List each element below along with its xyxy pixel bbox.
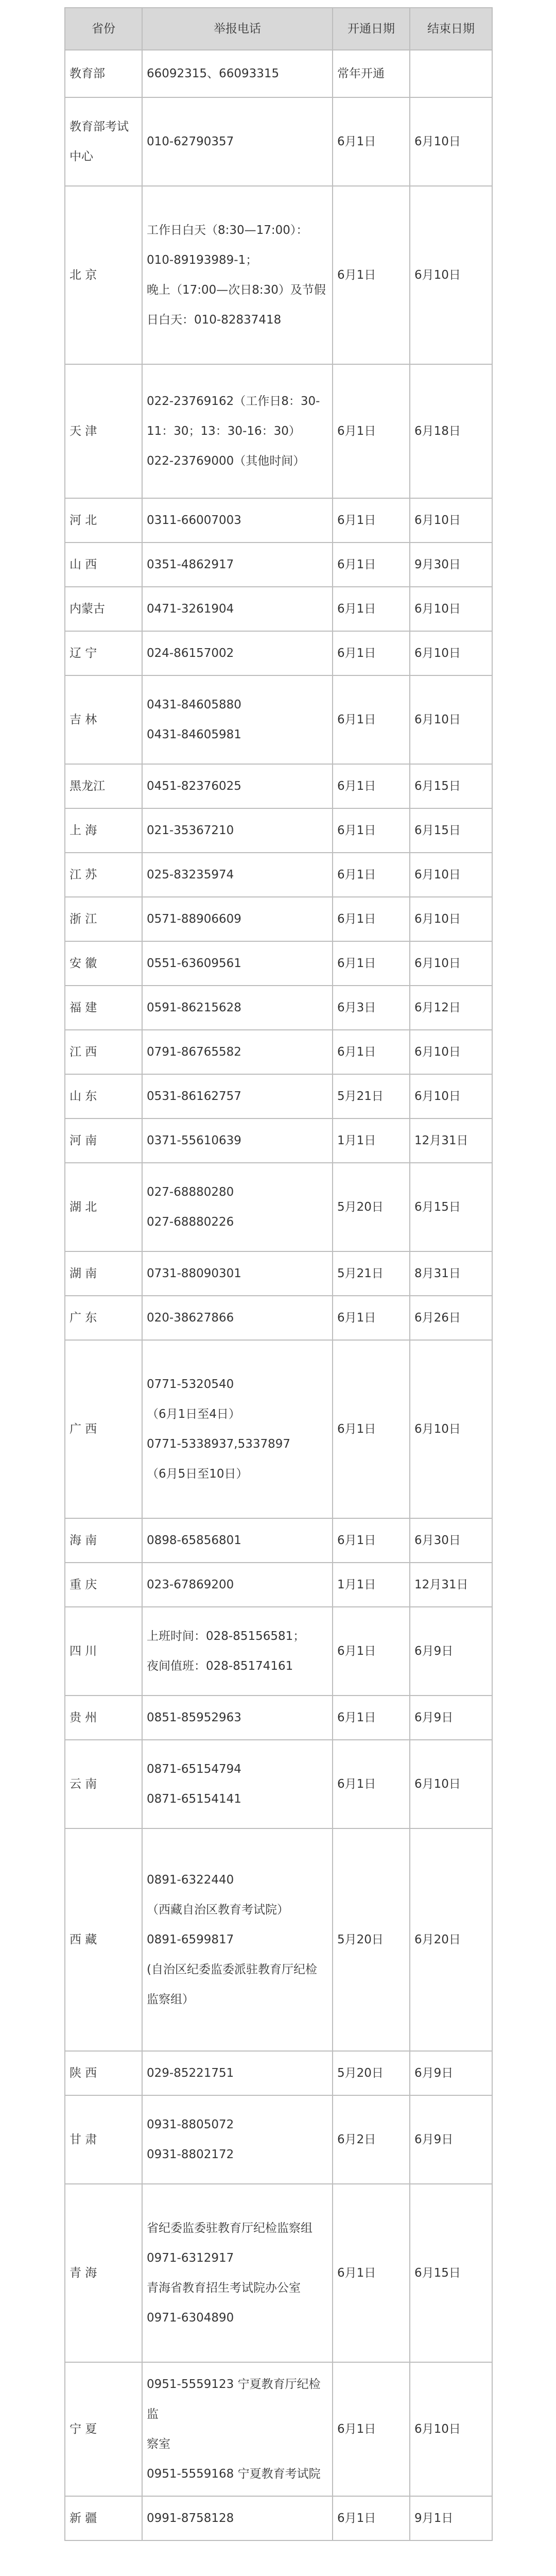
province-cell: 安 徽 — [65, 941, 142, 986]
end-date-cell: 6月9日 — [410, 2095, 492, 2184]
phone-cell — [142, 97, 333, 186]
end-date-cell: 6月18日 — [410, 364, 492, 498]
phone-line: 11：30；13：30-16：30） — [147, 425, 301, 438]
end-date-cell: 6月10日 — [410, 97, 492, 186]
table-row — [65, 587, 492, 631]
province-cell: 河 南 — [65, 1118, 142, 1163]
phone-cell — [142, 941, 333, 986]
province-cell: 江 苏 — [65, 853, 142, 897]
phone-line: 0951-5559168 宁夏教育考试院 — [147, 2467, 321, 2481]
phone-cell — [142, 853, 333, 897]
table-row — [65, 364, 492, 498]
end-date-cell: 6月15日 — [410, 808, 492, 853]
table-row — [65, 1340, 492, 1518]
end-date-cell: 6月15日 — [410, 2184, 492, 2362]
phone-cell — [142, 1118, 333, 1163]
start-date-cell: 6月1日 — [333, 2496, 410, 2540]
end-date-cell: 6月10日 — [410, 853, 492, 897]
start-date-cell: 6月1日 — [333, 764, 410, 808]
phone-line: 日白天：010-82837418 — [147, 313, 282, 327]
province-cell: 湖 北 — [65, 1163, 142, 1251]
phone-cell — [142, 1296, 333, 1340]
table-row — [65, 1163, 492, 1251]
header-province: 省份 — [65, 8, 142, 50]
phone-cell — [142, 764, 333, 808]
table-row — [65, 2095, 492, 2184]
end-date-cell: 8月31日 — [410, 1251, 492, 1296]
table-row — [65, 675, 492, 764]
province-cell: 宁 夏 — [65, 2362, 142, 2496]
phone-cell — [142, 897, 333, 941]
start-date-cell: 6月1日 — [333, 498, 410, 543]
phone-line: 0591-86215628 — [147, 1001, 241, 1014]
phone-cell — [142, 364, 333, 498]
phone-line: 023-67869200 — [147, 1578, 234, 1591]
table-row — [65, 1518, 492, 1563]
phone-cell — [142, 1030, 333, 1074]
start-date-cell: 6月1日 — [333, 1740, 410, 1828]
table-row — [65, 1118, 492, 1163]
phone-line: 工作日白天（8:30—17:00）： — [147, 224, 308, 237]
end-date-cell: 9月1日 — [410, 2496, 492, 2540]
table-row — [65, 1296, 492, 1340]
phone-cell — [142, 543, 333, 587]
phone-cell — [142, 631, 333, 675]
phone-cell — [142, 2095, 333, 2184]
phone-line: 晚上（17:00—次日8:30）及节假 — [147, 283, 326, 297]
province-cell: 山 西 — [65, 543, 142, 587]
start-date-cell: 6月1日 — [333, 808, 410, 853]
phone-line: 0571-88906609 — [147, 912, 241, 926]
phone-cell — [142, 1828, 333, 2051]
phone-line: 0771-5338937,5337897 — [147, 1437, 291, 1451]
province-cell: 浙 江 — [65, 897, 142, 941]
phone-cell — [142, 1696, 333, 1740]
start-date-cell: 6月1日 — [333, 631, 410, 675]
hotline-table — [64, 7, 493, 2541]
phone-cell — [142, 1607, 333, 1696]
province-cell: 广 东 — [65, 1296, 142, 1340]
table-row — [65, 897, 492, 941]
phone-cell — [142, 2051, 333, 2095]
start-date-cell: 6月1日 — [333, 2362, 410, 2496]
end-date-cell: 6月10日 — [410, 1740, 492, 1828]
phone-line: 010-89193989-1； — [147, 253, 258, 267]
table-row — [65, 50, 492, 97]
phone-line: 0871-65154794 — [147, 1762, 241, 1776]
phone-cell — [142, 587, 333, 631]
table-row — [65, 2496, 492, 2540]
province-cell: 陕 西 — [65, 2051, 142, 2095]
phone-line: 察室 — [147, 2437, 170, 2451]
table-row — [65, 986, 492, 1030]
end-date-cell: 6月9日 — [410, 2051, 492, 2095]
start-date-cell: 6月1日 — [333, 941, 410, 986]
end-date-cell — [410, 50, 492, 97]
start-date-cell: 5月21日 — [333, 1074, 410, 1118]
start-date-cell: 5月21日 — [333, 1251, 410, 1296]
phone-cell — [142, 1074, 333, 1118]
province-cell: 上 海 — [65, 808, 142, 853]
phone-line: 监察组） — [147, 1993, 194, 2006]
start-date-cell: 6月1日 — [333, 2184, 410, 2362]
start-date-cell: 6月1日 — [333, 1296, 410, 1340]
end-date-cell: 6月10日 — [410, 186, 492, 364]
phone-cell — [142, 986, 333, 1030]
table-row — [65, 1030, 492, 1074]
phone-line: 0971-6304890 — [147, 2311, 234, 2325]
end-date-cell: 6月10日 — [410, 1074, 492, 1118]
phone-cell — [142, 2496, 333, 2540]
phone-line: 0431-84605981 — [147, 728, 241, 741]
start-date-cell: 1月1日 — [333, 1563, 410, 1607]
end-date-cell: 6月12日 — [410, 986, 492, 1030]
table-row — [65, 1563, 492, 1607]
start-date-cell: 6月3日 — [333, 986, 410, 1030]
phone-line: 0791-86765582 — [147, 1045, 241, 1059]
phone-line: 0931-8805072 — [147, 2118, 234, 2131]
start-date-cell: 6月1日 — [333, 364, 410, 498]
phone-line: （西藏自治区教育考试院） — [147, 1903, 289, 1917]
table-row — [65, 631, 492, 675]
start-date-cell: 1月1日 — [333, 1118, 410, 1163]
table-row — [65, 1251, 492, 1296]
phone-line: 0311-66007003 — [147, 514, 241, 527]
start-date-cell: 6月1日 — [333, 675, 410, 764]
province-cell: 黑龙江 — [65, 764, 142, 808]
table-row — [65, 853, 492, 897]
phone-line: 021-35367210 — [147, 824, 234, 837]
start-date-cell: 6月1日 — [333, 1607, 410, 1696]
phone-cell — [142, 1740, 333, 1828]
phone-line: 024-86157002 — [147, 647, 234, 660]
header-phone: 举报电话 — [142, 8, 333, 50]
phone-line: 0531-86162757 — [147, 1090, 241, 1103]
start-date-cell: 5月20日 — [333, 2051, 410, 2095]
phone-line: 027-68880280 — [147, 1185, 234, 1199]
phone-line: 上班时间：028-85156581； — [147, 1630, 305, 1643]
table-row — [65, 186, 492, 364]
start-date-cell: 6月1日 — [333, 543, 410, 587]
end-date-cell: 12月31日 — [410, 1563, 492, 1607]
phone-cell — [142, 498, 333, 543]
phone-cell — [142, 808, 333, 853]
table-row — [65, 941, 492, 986]
phone-line: 027-68880226 — [147, 1215, 234, 1229]
table-header-row — [65, 8, 492, 50]
table-row — [65, 97, 492, 186]
phone-line: （6月5日至10日） — [147, 1467, 248, 1481]
province-cell: 湖 南 — [65, 1251, 142, 1296]
header-start-date: 开通日期 — [333, 8, 410, 50]
phone-cell — [142, 1251, 333, 1296]
province-cell: 四 川 — [65, 1607, 142, 1696]
start-date-cell: 6月1日 — [333, 587, 410, 631]
start-date-cell: 6月1日 — [333, 897, 410, 941]
start-date-cell: 6月1日 — [333, 853, 410, 897]
province-cell: 重 庆 — [65, 1563, 142, 1607]
phone-line: 0771-5320540 — [147, 1378, 234, 1391]
phone-line: 0891-6322440 — [147, 1873, 234, 1887]
phone-cell — [142, 1518, 333, 1563]
phone-cell — [142, 2184, 333, 2362]
header-end-date: 结束日期 — [410, 8, 492, 50]
phone-line: 0451-82376025 — [147, 779, 241, 793]
phone-line: 0371-55610639 — [147, 1134, 241, 1147]
phone-line: 0991-8758128 — [147, 2512, 234, 2525]
province-cell: 河 北 — [65, 498, 142, 543]
province-cell: 教育部 — [65, 50, 142, 97]
end-date-cell: 6月15日 — [410, 764, 492, 808]
phone-line: 0931-8802172 — [147, 2148, 234, 2161]
end-date-cell: 6月10日 — [410, 941, 492, 986]
province-cell: 天 津 — [65, 364, 142, 498]
table-row — [65, 1740, 492, 1828]
phone-line: 66092315、66093315 — [147, 67, 280, 80]
province-cell: 内蒙古 — [65, 587, 142, 631]
end-date-cell: 6月15日 — [410, 1163, 492, 1251]
table-row — [65, 808, 492, 853]
table-row — [65, 2184, 492, 2362]
table-row — [65, 1696, 492, 1740]
start-date-cell: 5月20日 — [333, 1163, 410, 1251]
province-cell: 教育部考试 中心 — [65, 97, 142, 186]
phone-cell — [142, 2362, 333, 2496]
phone-line: 029-85221751 — [147, 2066, 234, 2080]
phone-line: (自治区纪委监委派驻教育厅纪检 — [147, 1963, 317, 1976]
end-date-cell: 6月9日 — [410, 1607, 492, 1696]
start-date-cell: 常年开通 — [333, 50, 410, 97]
province-cell: 青 海 — [65, 2184, 142, 2362]
end-date-cell: 9月30日 — [410, 543, 492, 587]
table-body — [65, 50, 492, 2540]
start-date-cell: 6月2日 — [333, 2095, 410, 2184]
province-cell: 福 建 — [65, 986, 142, 1030]
table-row — [65, 2362, 492, 2496]
start-date-cell: 6月1日 — [333, 1340, 410, 1518]
table-row — [65, 543, 492, 587]
phone-line: 0851-85952963 — [147, 1711, 241, 1724]
phone-line: 0898-65856801 — [147, 1534, 241, 1547]
province-cell: 海 南 — [65, 1518, 142, 1563]
phone-line: 省纪委监委驻教育厅纪检监察组 — [147, 2222, 312, 2235]
end-date-cell: 6月10日 — [410, 1340, 492, 1518]
end-date-cell: 6月10日 — [410, 897, 492, 941]
end-date-cell: 6月10日 — [410, 631, 492, 675]
end-date-cell: 6月20日 — [410, 1828, 492, 2051]
end-date-cell: 6月10日 — [410, 1030, 492, 1074]
end-date-cell: 6月9日 — [410, 1696, 492, 1740]
province-cell: 西 藏 — [65, 1828, 142, 2051]
province-cell: 新 疆 — [65, 2496, 142, 2540]
province-cell: 北 京 — [65, 186, 142, 364]
phone-line: 0891-6599817 — [147, 1933, 234, 1946]
phone-line: 010-62790357 — [147, 135, 234, 148]
end-date-cell: 6月10日 — [410, 587, 492, 631]
province-cell: 甘 肃 — [65, 2095, 142, 2184]
end-date-cell: 12月31日 — [410, 1118, 492, 1163]
phone-line: 夜间值班：028-85174161 — [147, 1659, 293, 1673]
phone-cell — [142, 1163, 333, 1251]
province-cell: 云 南 — [65, 1740, 142, 1828]
table-row — [65, 498, 492, 543]
phone-cell — [142, 50, 333, 97]
end-date-cell: 6月26日 — [410, 1296, 492, 1340]
phone-line: 022-23769162（工作日8：30- — [147, 395, 320, 408]
phone-line: 0971-6312917 — [147, 2251, 234, 2265]
province-cell: 江 西 — [65, 1030, 142, 1074]
phone-cell — [142, 1340, 333, 1518]
province-cell: 广 西 — [65, 1340, 142, 1518]
phone-line: 青海省教育招生考试院办公室 — [147, 2281, 301, 2295]
phone-line: 020-38627866 — [147, 1311, 234, 1325]
phone-line: 0471-3261904 — [147, 602, 234, 616]
phone-line: 0951-5559123 宁夏教育厅纪检监 — [147, 2378, 321, 2421]
start-date-cell: 6月1日 — [333, 1518, 410, 1563]
phone-line: 0731-88090301 — [147, 1267, 241, 1280]
province-cell: 贵 州 — [65, 1696, 142, 1740]
table-row — [65, 1607, 492, 1696]
table-row — [65, 1828, 492, 2051]
phone-line: 0871-65154141 — [147, 1792, 241, 1806]
end-date-cell: 6月10日 — [410, 675, 492, 764]
end-date-cell: 6月10日 — [410, 2362, 492, 2496]
province-cell: 吉 林 — [65, 675, 142, 764]
table-row — [65, 764, 492, 808]
end-date-cell: 6月10日 — [410, 498, 492, 543]
end-date-cell: 6月30日 — [410, 1518, 492, 1563]
start-date-cell: 6月1日 — [333, 1696, 410, 1740]
phone-line: （6月1日至4日） — [147, 1408, 240, 1421]
phone-line: 025-83235974 — [147, 868, 234, 882]
province-cell: 辽 宁 — [65, 631, 142, 675]
phone-line: 0351-4862917 — [147, 558, 234, 571]
phone-cell — [142, 186, 333, 364]
phone-line: 0431-84605880 — [147, 698, 241, 711]
start-date-cell: 6月1日 — [333, 1030, 410, 1074]
phone-line: 0551-63609561 — [147, 957, 241, 970]
table-row — [65, 2051, 492, 2095]
province-cell: 山 东 — [65, 1074, 142, 1118]
table-row — [65, 1074, 492, 1118]
start-date-cell: 5月20日 — [333, 1828, 410, 2051]
start-date-cell: 6月1日 — [333, 186, 410, 364]
phone-cell — [142, 1563, 333, 1607]
phone-cell — [142, 675, 333, 764]
phone-line: 022-23769000（其他时间） — [147, 454, 305, 468]
start-date-cell: 6月1日 — [333, 97, 410, 186]
